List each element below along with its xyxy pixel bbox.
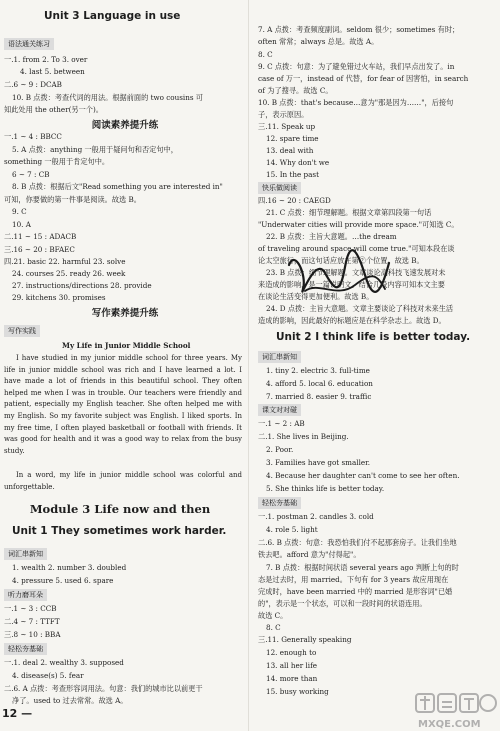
answer-line: 一.1 ~ 4 : BBCC bbox=[4, 132, 62, 141]
answer-line: 5. She thinks life is better today. bbox=[266, 484, 385, 493]
answer-line: 知此处用 the other(另一个)。 bbox=[4, 105, 103, 114]
answer-line: 8. B 点拨：根据后文"Read something you are interested in" bbox=[12, 182, 223, 191]
unit1-title: Unit 1 They sometimes work harder. bbox=[12, 525, 227, 537]
answer-line: 3. Families have got smaller. bbox=[266, 458, 371, 467]
answer-line: 二.6. B 点拨：句意：我恐怕我们付不起那套房子。让我们坐地 bbox=[258, 538, 457, 547]
answer-line: of traveling around space will come true."可知本段在谈 bbox=[258, 244, 455, 253]
answer-line: 9. C 点拨：句意：为了避免错过火车站，我们早点出发了。in bbox=[258, 62, 455, 71]
answer-line: 7. A 点拨：考查频度副词。seldom 很少；sometimes 有时； bbox=[258, 25, 460, 34]
answer-line: 14. more than bbox=[266, 674, 318, 683]
answer-line: 6 ~ 7 : CB bbox=[12, 170, 50, 179]
answer-line: 的"，表示是一个状态，可以和一段时间的状语连用。 bbox=[258, 599, 427, 608]
answer-line: something 一般用于肯定句中。 bbox=[4, 157, 110, 166]
page-number: 12 — bbox=[2, 707, 33, 720]
tag-happy-reading: 快乐做阅读 bbox=[258, 182, 301, 194]
svg-text:MXQE.COM: MXQE.COM bbox=[418, 719, 481, 730]
answer-line: of 为了搜寻。故选 C。 bbox=[258, 86, 333, 95]
answer-line: 造成的影响，因此最好的标题应是在科学杂志上。故选 D。 bbox=[258, 316, 446, 325]
tag-basics: 轻松夯基础 bbox=[258, 497, 301, 509]
answer-line: 8. C bbox=[266, 623, 281, 632]
section-reading: 阅读素养提升练 bbox=[91, 120, 159, 131]
answer-line: 10. B 点拨：考查代词的用法。根据前面的 two cousins 可 bbox=[12, 93, 203, 102]
tag-vocabulary: 词汇串新知 bbox=[258, 351, 301, 363]
answer-line: 24. courses 25. ready 26. week bbox=[12, 269, 126, 278]
unit2-title: Unit 2 I think life is better today. bbox=[276, 331, 471, 343]
answer-line: 14. Why don't we bbox=[266, 158, 330, 167]
answer-line: 一.1. postman 2. candles 3. cold bbox=[258, 512, 374, 521]
answer-line: 7. B 点拨：根据时间状语 several years ago 判断上句的时 bbox=[266, 563, 459, 572]
answer-line: 15. busy working bbox=[266, 687, 329, 696]
answer-line: 23. B 点拨：细节理解题。文章谈论高科技飞速发展对未 bbox=[266, 268, 446, 277]
tag-writing-practice: 写作实践 bbox=[4, 325, 40, 337]
answer-line: 4. pressure 5. used 6. spare bbox=[12, 576, 114, 585]
answer-line: 9. C bbox=[12, 207, 27, 216]
answer-line: 子，表示原因。 bbox=[258, 110, 309, 119]
answer-line: 铁去吧。afford 意为"付得起"。 bbox=[258, 550, 361, 559]
answer-line: 24. D 点拨：主旨大意题。文章主要谈论了科技对未来生活 bbox=[266, 304, 454, 313]
answer-line: 可知，你要做的第一件事是阅读。故选 B。 bbox=[4, 195, 141, 204]
answer-line: 三.16 ~ 20 : BFAEC bbox=[4, 245, 75, 254]
tag-listening: 听力磨耳朵 bbox=[4, 589, 47, 601]
answer-line: 10. A bbox=[12, 220, 31, 229]
answer-line: 1. wealth 2. number 3. doubled bbox=[12, 563, 127, 572]
answer-line: 论太空旅行，而这句话应放在第②个位置。故选 B。 bbox=[258, 256, 424, 265]
answer-line: 4. Because her daughter can't come to see her often. bbox=[266, 471, 460, 480]
answer-line: 5. A 点拨：anything 一般用于疑问句和否定句中， bbox=[12, 145, 178, 154]
essay-paragraph: In a word, my life in junior middle school was colorful and unforgettable. bbox=[4, 471, 242, 491]
answer-line: 12. enough to bbox=[266, 648, 317, 657]
tag-basics: 轻松夯基础 bbox=[4, 643, 47, 655]
answer-line: 在谈论生活变得更加便利。故选 B。 bbox=[258, 292, 374, 301]
answer-line: 二.1. She lives in Beijing. bbox=[258, 432, 349, 441]
answer-line: 13. deal with bbox=[266, 146, 314, 155]
answer-line: often 常常；always 总是。故选 A。 bbox=[258, 37, 379, 46]
answer-line: "Underwater cities will provide more space."可知选 C。 bbox=[258, 220, 459, 229]
answer-line: 一.1. from 2. To 3. over bbox=[4, 55, 88, 64]
answer-line: 22. B 点拨：主旨大意题。…the dream bbox=[266, 232, 397, 241]
tag-grammar-practice: 语法通关练习 bbox=[4, 38, 54, 50]
answer-line: 三.11. Speak up bbox=[258, 122, 316, 131]
answer-line: 29. kitchens 30. promises bbox=[12, 293, 106, 302]
answer-line: 27. instructions/directions 28. provide bbox=[12, 281, 152, 290]
answer-line: 二.4 ~ 7 : TTFT bbox=[4, 617, 60, 626]
answer-line: 三.11. Generally speaking bbox=[258, 635, 352, 644]
answer-line: 故选 C。 bbox=[258, 611, 288, 620]
answer-line: 10. B 点拨：that's because…意为"那是因为……"，后接句 bbox=[258, 98, 454, 107]
answer-line: 一.1 ~ 2 : AB bbox=[258, 419, 305, 428]
answer-line: 四.16 ~ 20 : CAEGD bbox=[258, 196, 331, 205]
answer-line: 4. afford 5. local 6. education bbox=[266, 379, 373, 388]
answer-line: 二.6. A 点拨：考查形容词用法。句意：我们的城市比以前更干 bbox=[4, 684, 203, 693]
answer-line: 13. all her life bbox=[266, 661, 317, 670]
answer-line: 三.8 ~ 10 : BBA bbox=[4, 630, 61, 639]
answer-line: 来造成的影响，是一篇说明文。结合几段内容可知本文主要 bbox=[258, 280, 445, 289]
tag-vocabulary: 词汇串新知 bbox=[4, 548, 47, 560]
column-divider bbox=[248, 0, 249, 731]
answer-line: 7. married 8. easier 9. traffic bbox=[266, 392, 372, 401]
handwritten-scribble bbox=[285, 245, 395, 305]
essay-paragraph: I have studied in my junior middle school for three years. My life in junior middle school was rich and I have learned a lot. I have made a lot of friends in this beautiful school. They often helped me when I was in trouble. Our teachers were friendly and patient, especially my English teacher. She often helped me with my English. So my favorite subject was English. I liked sports. In my free time, I often played basketball or football with friends. It was good for health and it was a good way to relax from the busy study. bbox=[4, 354, 242, 455]
answer-line: 1. tiny 2. electric 3. full-time bbox=[266, 366, 370, 375]
answer-line: 二.11 ~ 15 : ADACB bbox=[4, 232, 77, 241]
answer-line: 四.21. basic 22. harmful 23. solve bbox=[4, 257, 126, 266]
answer-line: 净了。used to 过去常常。故选 A。 bbox=[12, 696, 128, 705]
answer-line: 12. spare time bbox=[266, 134, 319, 143]
tag-text-match: 课文对对碰 bbox=[258, 404, 301, 416]
answer-line: 二.6 ~ 9 : DCAB bbox=[4, 80, 62, 89]
answer-line: 4. last 5. between bbox=[20, 67, 85, 76]
module3-title: Module 3 Life now and then bbox=[29, 502, 211, 516]
answer-line: 一.1. deal 2. wealthy 3. supposed bbox=[4, 658, 124, 667]
answer-line: 4. disease(s) 5. fear bbox=[12, 671, 84, 680]
answer-line: 21. C 点拨：细节理解题。根据文章第四段第一句话 bbox=[266, 208, 432, 217]
answer-line: 态是过去时，用 married。下句有 for 3 years 故应用现在 bbox=[258, 575, 449, 584]
answer-line: 完成时，have been married 中的 married 是形容词"已婚 bbox=[258, 587, 453, 596]
answer-line: 一.1 ~ 3 : CCB bbox=[4, 604, 57, 613]
watermark-logo bbox=[412, 690, 500, 731]
answer-line: 8. C bbox=[258, 50, 273, 59]
section-writing: 写作素养提升练 bbox=[91, 308, 159, 319]
answer-line: case of 万一，instead of 代替，for fear of 因害怕，in search bbox=[258, 74, 469, 83]
answer-line: 15. In the past bbox=[266, 170, 319, 179]
unit3-title: Unit 3 Language in use bbox=[44, 10, 181, 22]
essay-title: My Life in Junior Middle School bbox=[62, 341, 191, 350]
answer-line: 4. role 5. light bbox=[266, 525, 318, 534]
answer-line: 2. Poor. bbox=[266, 445, 294, 454]
